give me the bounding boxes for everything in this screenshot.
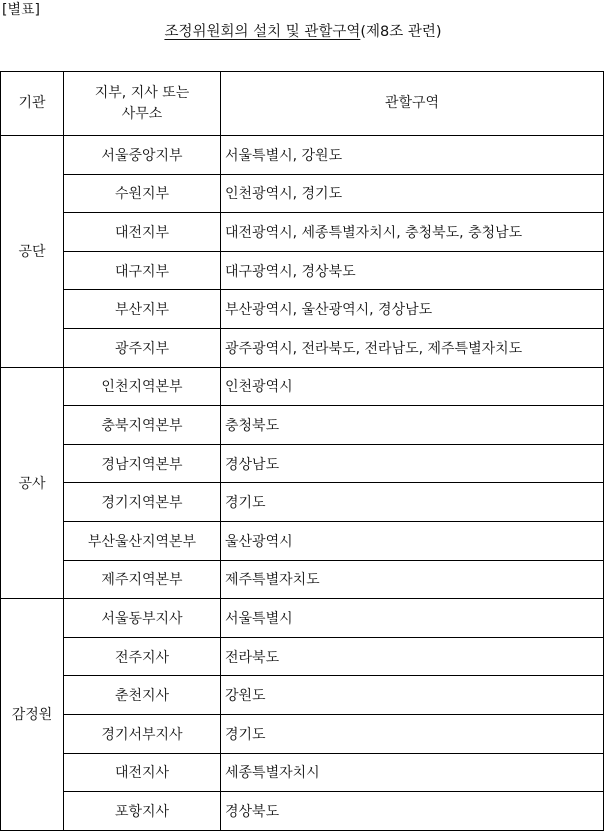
area-cell: 경기도 (221, 714, 604, 753)
table-row (1, 290, 604, 329)
branch-cell: 경기서부지사 (64, 714, 221, 753)
header-branch: 지부, 지사 또는 사무소 (64, 72, 221, 136)
area-cell: 서울특별시, 강원도 (221, 136, 604, 175)
branch-cell: 광주지부 (64, 328, 221, 367)
header-agency: 기관 (1, 72, 64, 136)
table-row (1, 714, 604, 753)
area-cell: 경상남도 (221, 444, 604, 483)
table-row (1, 560, 604, 599)
table-header-row (1, 72, 604, 136)
area-cell: 전라북도 (221, 637, 604, 676)
branch-cell: 대구지부 (64, 251, 221, 290)
area-cell: 충청북도 (221, 406, 604, 445)
branch-cell: 부산지부 (64, 290, 221, 329)
title-note: (제8조 관련) (360, 24, 442, 40)
branch-cell: 춘천지사 (64, 676, 221, 715)
table-row (1, 676, 604, 715)
area-cell: 강원도 (221, 676, 604, 715)
branch-cell: 서울중앙지부 (64, 136, 221, 175)
area-cell: 인천광역시 (221, 367, 604, 406)
area-cell: 대구광역시, 경상북도 (221, 251, 604, 290)
branch-cell: 부산울산지역본부 (64, 521, 221, 560)
table-row (1, 753, 604, 792)
annex-tag: [별표] (2, 2, 40, 18)
branch-cell: 대전지부 (64, 213, 221, 252)
table-row (1, 136, 604, 175)
branch-cell: 수원지부 (64, 174, 221, 213)
area-cell: 세종특별자치시 (221, 753, 604, 792)
table-row (1, 792, 604, 831)
document-title (0, 21, 606, 43)
table-row (1, 174, 604, 213)
agency-cell: 공사 (1, 367, 64, 599)
table-row (1, 251, 604, 290)
branch-cell: 대전지사 (64, 753, 221, 792)
branch-cell: 충북지역본부 (64, 406, 221, 445)
branch-cell: 경남지역본부 (64, 444, 221, 483)
table-row (1, 444, 604, 483)
branch-cell: 서울동부지사 (64, 599, 221, 638)
table-row (1, 637, 604, 676)
agency-cell: 감정원 (1, 599, 64, 831)
branch-cell: 제주지역본부 (64, 560, 221, 599)
area-cell: 서울특별시 (221, 599, 604, 638)
jurisdiction-table (0, 71, 604, 831)
table-row (1, 483, 604, 522)
area-cell: 제주특별자치도 (221, 560, 604, 599)
table-row (1, 599, 604, 638)
area-cell: 광주광역시, 전라북도, 전라남도, 제주특별자치도 (221, 328, 604, 367)
branch-cell: 전주지사 (64, 637, 221, 676)
area-cell: 경기도 (221, 483, 604, 522)
table-row (1, 406, 604, 445)
branch-cell: 경기지역본부 (64, 483, 221, 522)
table-row (1, 521, 604, 560)
area-cell: 울산광역시 (221, 521, 604, 560)
title-main: 조정위원회의 설치 및 관할구역 (164, 24, 361, 40)
area-cell: 경상북도 (221, 792, 604, 831)
table-row (1, 328, 604, 367)
table-row (1, 213, 604, 252)
area-cell: 대전광역시, 세종특별자치시, 충청북도, 충청남도 (221, 213, 604, 252)
branch-cell: 포항지사 (64, 792, 221, 831)
table-row (1, 367, 604, 406)
branch-cell: 인천지역본부 (64, 367, 221, 406)
table-body (1, 136, 604, 831)
agency-cell: 공단 (1, 136, 64, 368)
area-cell: 부산광역시, 울산광역시, 경상남도 (221, 290, 604, 329)
area-cell: 인천광역시, 경기도 (221, 174, 604, 213)
header-area: 관할구역 (221, 72, 604, 136)
